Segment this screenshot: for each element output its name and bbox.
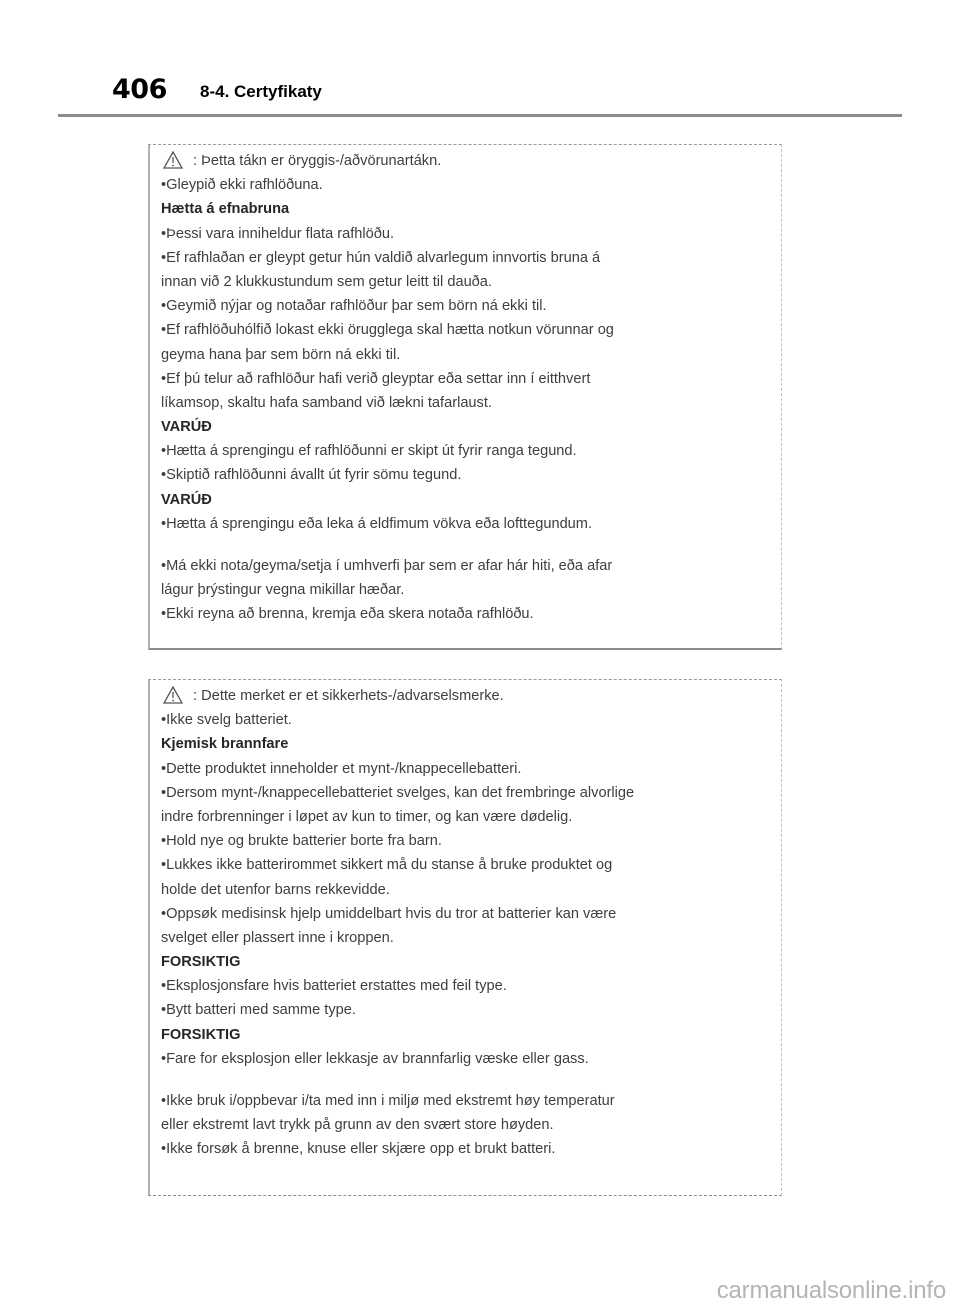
text-line: •Má ekki nota/geyma/setja í umhverfi þar sem er afar hár hiti, eða afar bbox=[161, 558, 613, 574]
warning-symbol-line bbox=[161, 684, 781, 708]
header-divider bbox=[58, 114, 902, 117]
text-line: svelget eller plassert inne i kroppen. bbox=[161, 929, 394, 946]
text-line: geyma hana þar sem börn ná ekki til. bbox=[161, 346, 401, 363]
text-line: •Þessi vara inniheldur flata rafhlöðu. bbox=[161, 225, 395, 242]
caution-heading: FORSIKTIG bbox=[161, 954, 241, 971]
text-line: •Hætta á sprengingu eða leka á eldfimum vökva eða lofttegundum. bbox=[161, 515, 593, 532]
text-line: •Eksplosjonsfare hvis batteriet erstattes med feil type. bbox=[161, 978, 507, 995]
text-line: •Ikke bruk i/oppbevar i/ta med inn i miljø med ekstremt høy temperatur bbox=[161, 1093, 615, 1109]
icelandic-warning-panel bbox=[148, 144, 782, 650]
text-line: líkamsop, skaltu hafa samband við lækni tafarlaust. bbox=[161, 394, 492, 411]
text-line: •Dersom mynt-/knappecellebatteriet svelges, kan det frembringe alvorlige bbox=[161, 784, 635, 801]
text-line: •Ekki reyna að brenna, kremja eða skera notaða rafhlöðu. bbox=[161, 606, 534, 623]
text-line: •Ikke svelg batteriet. bbox=[161, 712, 292, 729]
page-header bbox=[0, 0, 960, 120]
text-line: •Ef rafhlöðuhólfið lokast ekki örugglega skal hætta notkun vörunnar og bbox=[161, 322, 614, 339]
text-line: •Oppsøk medisinsk hjelp umiddelbart hvis du tror at batterier kan være bbox=[161, 905, 617, 922]
text-line: holde det utenfor barns rekkevidde. bbox=[161, 881, 390, 898]
text-line: •Hætta á sprengingu ef rafhlöðunni er skipt út fyrir ranga tegund. bbox=[161, 443, 577, 460]
subheading: Hætta á efnabruna bbox=[161, 201, 290, 218]
text-line: •Dette produktet inneholder et mynt-/knappecellebatteri. bbox=[161, 760, 522, 777]
caution-heading: FORSIKTIG bbox=[161, 1026, 241, 1043]
text-line: •Bytt batteri med samme type. bbox=[161, 1002, 356, 1019]
text-line: •Gleypið ekki rafhlöðuna. bbox=[161, 177, 323, 194]
text-line: eller ekstremt lavt trykk på grunn av den svært store høyden. bbox=[161, 1117, 554, 1134]
page-number: 406 bbox=[112, 74, 167, 105]
warning-symbol-text: : Þetta tákn er öryggis-/aðvörunartákn. bbox=[189, 153, 442, 169]
text-line: •Fare for eksplosjon eller lekkasje av brannfarlig væske eller gass. bbox=[161, 1050, 589, 1067]
text-line: innan við 2 klukkustundum sem getur leitt til dauða. bbox=[161, 273, 492, 290]
warning-symbol-text: : Dette merket er et sikkerhets-/advarselsmerke. bbox=[189, 688, 504, 704]
text-line: •Skiptið rafhlöðunni ávallt út fyrir sömu tegund. bbox=[161, 467, 462, 484]
norwegian-warning-panel bbox=[148, 679, 782, 1196]
caution-heading: VARÚÐ bbox=[161, 419, 212, 436]
text-line: •Lukkes ikke batterirommet sikkert må du stanse å bruke produktet og bbox=[161, 857, 613, 874]
text-line: •Geymið nýjar og notaðar rafhlöður þar sem börn ná ekki til. bbox=[161, 298, 547, 315]
text-line: •Ikke forsøk å brenne, knuse eller skjære opp et brukt batteri. bbox=[161, 1141, 556, 1158]
text-line: •Ef þú telur að rafhlöður hafi verið gleyptar eða settar inn í eitthvert bbox=[161, 370, 591, 387]
footer-watermark: carmanualsonline.info bbox=[716, 1277, 946, 1304]
text-line: lágur þrýstingur vegna mikillar hæðar. bbox=[161, 582, 405, 599]
text-line: •Ef rafhlaðan er gleypt getur hún valdið alvarlegum innvortis bruna á bbox=[161, 249, 601, 266]
subheading: Kjemisk brannfare bbox=[161, 736, 289, 753]
warning-symbol-line bbox=[161, 149, 781, 173]
section-title: 8-4. Certyfikaty bbox=[200, 82, 322, 101]
text-line: indre forbrenninger i løpet av kun to timer, og kan være dødelig. bbox=[161, 808, 573, 825]
text-line: •Hold nye og brukte batterier borte fra barn. bbox=[161, 833, 442, 850]
caution-heading: VARÚÐ bbox=[161, 491, 212, 508]
